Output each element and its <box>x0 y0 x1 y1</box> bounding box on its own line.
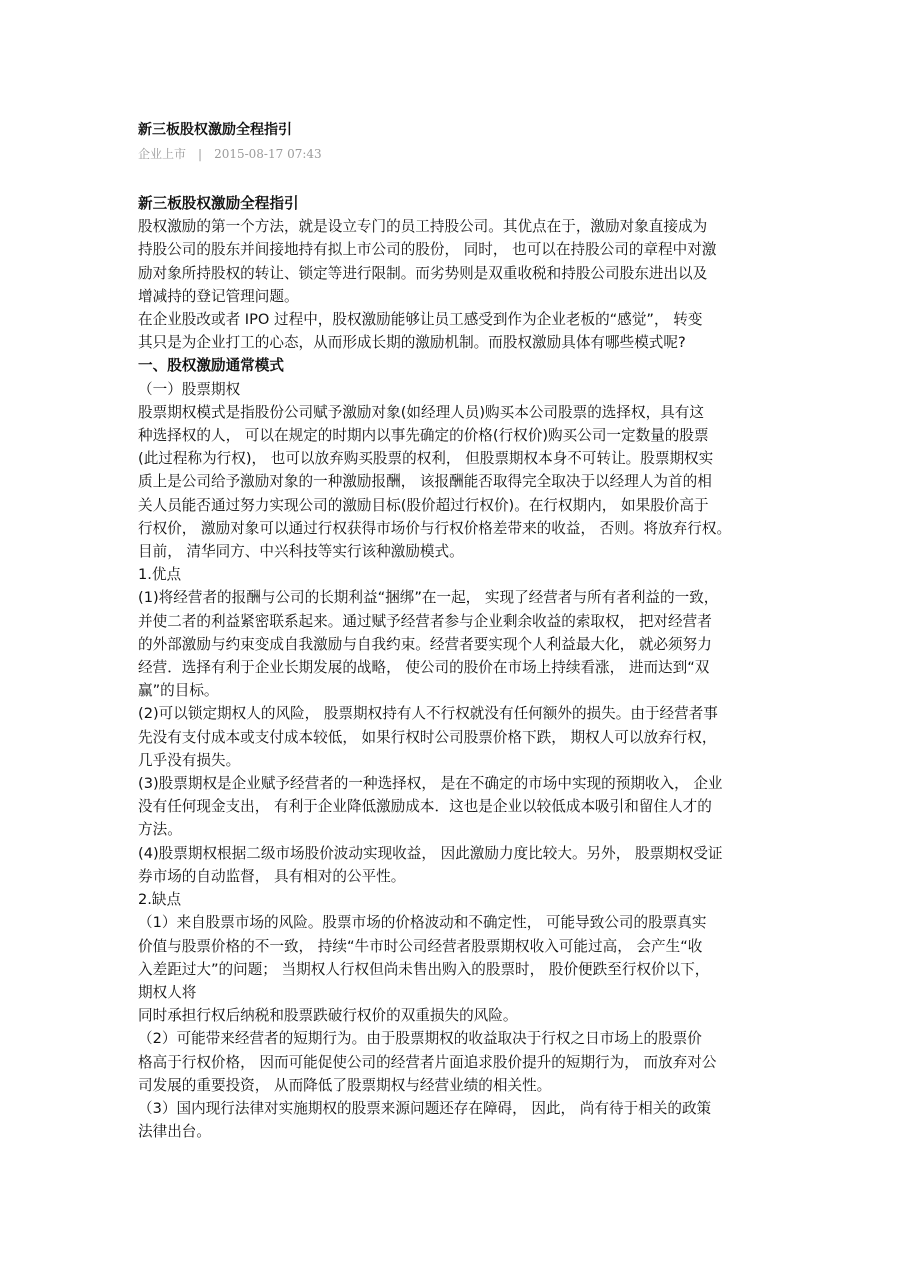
paragraph-line: 增减持的登记管理问题。 <box>138 287 299 305</box>
paragraph-line: 关人员能否通过努力实现公司的激励目标(股价超过行权价)。在行权期内， 如果股价高于 <box>138 496 709 514</box>
paragraph-line: 经营．选择有利于企业长期发展的战略， 使公司的股价在市场上持续看涨， 进而达到“双 <box>138 659 710 677</box>
section-heading: 新三板股权激励全程指引 <box>138 195 299 212</box>
paragraph-line: 的外部激励与约束变成自我激励与自我约束。经营者要实现个人利益最大化， 就必须努力 <box>138 635 712 653</box>
paragraph-line: (此过程称为行权)， 也可以放弃购买股票的权利， 但股票期权本身不可转让。股票期权实 <box>138 450 714 468</box>
paragraph-line: 1.优点 <box>138 566 182 584</box>
paragraph-line: 券市场的自动监督， 具有相对的公平性。 <box>138 867 406 885</box>
publish-timestamp: 2015-08-17 07:43 <box>214 147 322 161</box>
paragraph-line: 持股公司的股东并间接地持有拟上市公司的股份， 同时， 也可以在持股公司的章程中对激 <box>138 241 717 259</box>
meta-separator: | <box>198 147 203 161</box>
paragraph-line: 期权人将 <box>138 983 197 1001</box>
paragraph-line: 几乎没有损失。 <box>138 751 241 769</box>
paragraph-line: （一）股票期权 <box>138 380 241 398</box>
paragraph-line: 目前， 清华同方、中兴科技等实行该种激励模式。 <box>138 543 464 561</box>
paragraph-line: 价值与股票价格的不一致， 持续“牛市时公司经营者股票期权收入可能过高， 会产生“收 <box>138 937 703 955</box>
paragraph-line: 方法。 <box>138 821 182 839</box>
paragraph-line: 股权激励的第一个方法，就是设立专门的员工持股公司。其优点在于，激励对象直接成为 <box>138 218 708 236</box>
paragraph-line: (3)股票期权是企业赋予经营者的一种选择权， 是在不确定的市场中实现的预期收入， 企业 <box>138 775 723 793</box>
paragraph-line: 先没有支付成本或支付成本较低， 如果行权时公司股票价格下跌， 期权人可以放弃行权， <box>138 728 717 746</box>
section-heading: 一、股权激励通常模式 <box>138 357 284 375</box>
paragraph-line: 同时承担行权后纳税和股票跌破行权价的双重损失的风险。 <box>138 1007 518 1025</box>
paragraph-line: （1）来自股票市场的风险。股票市场的价格波动和不确定性， 可能导致公司的股票真实 <box>138 914 707 932</box>
paragraph-line: 质上是公司给予激励对象的一种激励报酬， 该报酬能否取得完全取决于以经理人为首的相 <box>138 473 712 491</box>
paragraph-line: 励对象所持股权的转让、锁定等进行限制。而劣势则是双重收税和持股公司股东进出以及 <box>138 264 708 282</box>
paragraph-line: （2）可能带来经营者的短期行为。由于股票期权的收益取决于行权之日市场上的股票价 <box>138 1030 702 1048</box>
article-body <box>138 192 778 1143</box>
paragraph-line: 格高于行权价格， 因而可能促使公司的经营者片面追求股价提升的短期行为， 而放弃对公 <box>138 1053 717 1071</box>
paragraph-line: (1)将经营者的报酬与公司的长期利益“捆绑”在一起， 实现了经营者与所有者利益的一致， <box>138 589 719 607</box>
paragraph-line: 并使二者的利益紧密联系起来。通过赋予经营者参与企业剩余收益的索取权， 把对经营者 <box>138 612 712 630</box>
paragraph-line: 司发展的重要投资， 从而降低了股票期权与经营业绩的相关性。 <box>138 1076 552 1094</box>
paragraph-line: (2)可以锁定期权人的风险， 股票期权持有人不行权就没有任何额外的损失。由于经营者事 <box>138 705 718 723</box>
document-page <box>138 120 778 1143</box>
paragraph-line: 2.缺点 <box>138 891 182 909</box>
paragraph-line: 法律出台。 <box>138 1123 211 1141</box>
page-title: 新三板股权激励全程指引 <box>138 122 292 138</box>
source-label: 企业上市 <box>138 147 187 161</box>
paragraph-line: 种选择权的人， 可以在规定的时期内以事先确定的价格(行权价)购买公司一定数量的股票 <box>138 427 709 445</box>
paragraph-line: 股票期权模式是指股份公司赋予激励对象(如经理人员)购买本公司股票的选择权，具有这 <box>138 403 704 421</box>
article-meta <box>138 146 778 162</box>
paragraph-line: 入差距过大”的问题； 当期权人行权但尚未售出购入的股票时， 股价便跌至行权价以下， <box>138 960 710 978</box>
paragraph-line: (4)股票期权根据二级市场股价波动实现收益， 因此激励力度比较大。另外， 股票期权受证 <box>138 844 723 862</box>
paragraph-line: 在企业股改或者 IPO 过程中，股权激励能够让员工感受到作为企业老板的“感觉”， 转变 <box>138 311 703 329</box>
paragraph-line: 没有任何现金支出， 有利于企业降低激励成本．这也是企业以较低成本吸引和留住人才的 <box>138 798 712 816</box>
paragraph-line: 行权价， 激励对象可以通过行权获得市场价与行权价格差带来的收益， 否则。将放弃行权。 <box>138 519 732 537</box>
paragraph-line: 其只是为企业打工的心态，从而形成长期的激励机制。而股权激励具体有哪些模式呢? <box>138 334 686 352</box>
paragraph-line: 赢”的目标。 <box>138 682 219 700</box>
paragraph-line: （3）国内现行法律对实施期权的股票来源问题还存在障碍， 因此， 尚有待于相关的政策 <box>138 1099 712 1117</box>
